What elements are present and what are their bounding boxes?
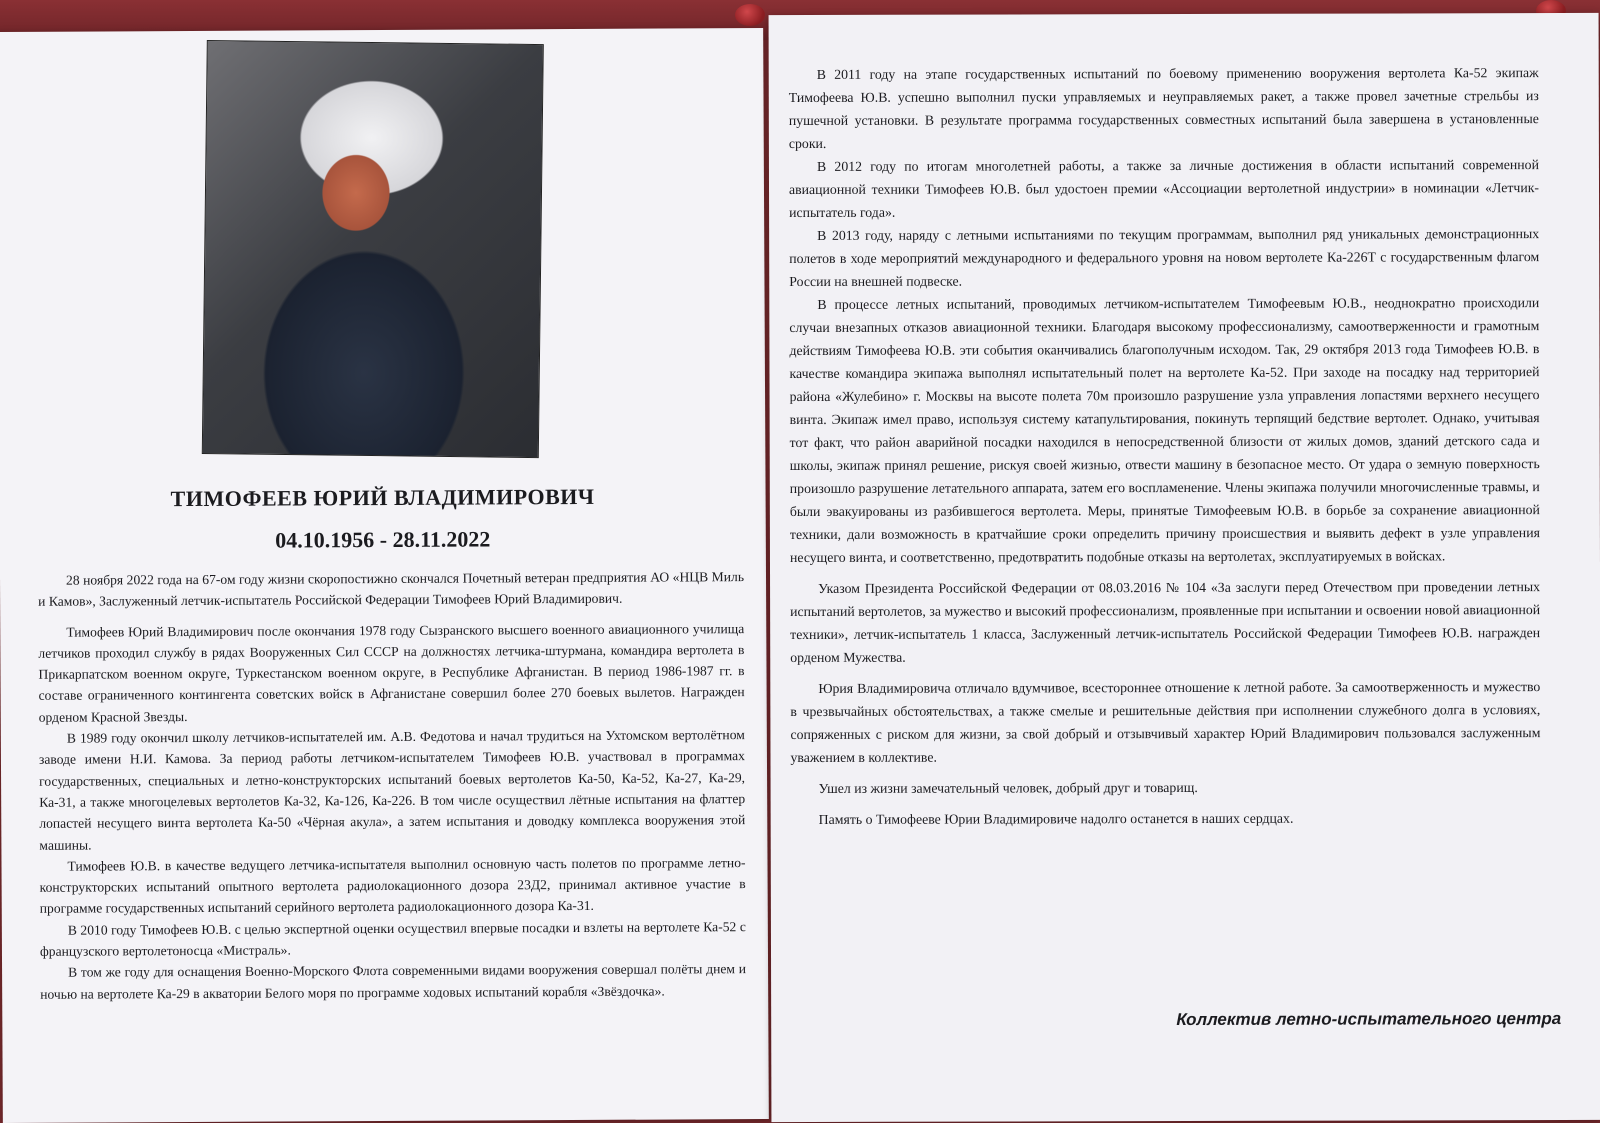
paragraph: В 2012 году по итогам многолетней работы, а также за личные достижения в области испытаний современной авиационной техники Тимофеев Ю.В. был удостоен премии «Ассоциации вертолетной индустрии» в номинации «Летчик-испытатель года». xyxy=(788,157,1540,221)
paragraph: Ушел из жизни замечательный человек, добрый друг и товарищ. xyxy=(818,779,1198,796)
obituary-text-left xyxy=(38,566,746,1005)
paragraph: 28 ноября 2022 года на 67-ом году жизни скоропостижно скончался Почетный ветеран предприятия АО «НЦВ Миль и Камов», Заслуженный летчик-испытатель Российской Федерации Тимофеев Юрий Владимирович. xyxy=(38,569,745,610)
paragraph: В 2011 году на этапе государственных испытаний по боевому применению вооружения вертолета Ка-52 экипаж Тимофеева Ю.В. успешно выполнил пуски управляемых и неуправляемых ракет, а также провел зачетные стрельбы из пушечной установки. В результате программа государственных совместных испытаний была завершена в установленные сроки. xyxy=(788,65,1539,152)
signature: Коллектив летно-испытательного центра xyxy=(1176,1009,1562,1030)
paragraph: Юрия Владимировича отличало вдумчивое, всестороннее отношение к летной работе. За самоотверженность и мужество в чрезвычайных обстоятельствах, а также смелые и решительные действия при исполнении служебного долга в условиях, сопряженных с риском для жизни, за свой добрый и отзывчивый характер Юрий Владимирович пользовался заслуженным уважением в коллективе. xyxy=(790,679,1541,766)
portrait-photo xyxy=(202,40,544,458)
paragraph: В том же году для оснащения Военно-Морского Флота современными видами вооружения совершал полёты днем и ночью на вертолете Ка-29 в акватории Белого моря по программе ходовых испытаний корабля «Звёздочка». xyxy=(40,961,747,1002)
paragraph: Память о Тимофееве Юрии Владимировиче надолго останется в наших сердцах. xyxy=(818,810,1294,827)
memorial-sheet-right xyxy=(769,13,1600,1122)
paragraph: Указом Президента Российской Федерации от 08.03.2016 № 104 «За заслуги перед Отечеством при проведении летных испытаний вертолетов, за мужество и высокий профессионализм, проявленные при испытании и освоении новой авиационной техники», летчик-испытатель 1 класса, Заслуженный летчик-испытатель Российской Федерации Тимофеев Ю.В. награжден орденом Мужества. xyxy=(790,579,1541,666)
person-name: ТИМОФЕЕВ ЮРИЙ ВЛАДИМИРОВИЧ xyxy=(170,483,595,512)
paragraph: Тимофеев Ю.В. в качестве ведущего летчика-испытателя выполнил основную часть полетов по программе летно-конструкторских испытаний опытного вертолета радиолокационного дозора 23Д2, принимал активное участие в программе государственных испытаний серийного вертолета радиолокационного дозора Ка-31. xyxy=(39,854,746,917)
paragraph: В 2013 году, наряду с летными испытаниями по текущим программам, выполнил ряд уникальных демонстрационных полетов в ходе мероприятий международного и федерального уровня на новом вертолете Ка-226Т с государственным флагом России на внешней подвеске. xyxy=(789,226,1540,290)
life-dates: 04.10.1956 - 28.11.2022 xyxy=(275,526,491,553)
paragraph: В 1989 году окончил школу летчиков-испытателей им. А.В. Федотова и начал трудиться на Ухтомском вертолётном заводе имени Н.И. Камова. За период работы летчиком-испытателем Тимофеев Ю.В. участвовал в программах государственных, специальных и летно-конструкторских испытаний боевых вертолетов Ка-50, Ка-52, Ка-27, Ка-29, Ка-31, а также многоцелевых вертолетов Ка-32, Ка-126, Ка-226. В том числе осуществил лётные испытания на флаттер лопастей несущего винта вертолета Ка-50 «Чёрная акула», а затем испытания и доводку комплекса вооружения этой машины. xyxy=(38,727,746,853)
memorial-sheet-left xyxy=(0,28,769,1123)
paragraph: Тимофеев Юрий Владимирович после окончания 1978 году Сызранского высшего военного авиационного училища летчиков проходил службу в рядах Вооруженных Сил СССР на должностях летчика-штурмана, командира вертолета в Прикарпатском военном округе, Туркестанском военном округе, в Республике Афганистан. В период 1986-1987 гг. в составе ограниченного контингента советских войск в Афганистане совершил более 270 боевых вылетов. Награжден орденом Красной Звезды. xyxy=(38,620,745,725)
paragraph: В процессе летных испытаний, проводимых летчиком-испытателем Тимофеевым Ю.В., неоднократно происходили случаи внезапных отказов авиационной техники. Благодаря высокому профессионализму, самоотверженности и грамотным действиям Тимофеева Ю.В. эти события оканчивались благополучным исходом. Так, 29 октября 2013 года Тимофеев Ю.В. в качестве командира экипажа выполнял испытательный полет на вертолете Ка-52. При заходе на посадку над территорией района «Жулебино» г. Москвы на высоте полета 70м произошло разрушение узла управления лопастями верхнего несущего винта. Экипаж имел право, используя систему катапультирования, покинуть терпящий бедствие вертолет. Однако, учитывая тот факт, что район аварийной посадки находился в непосредственной близости от жилых домов, зданий детского сада и школы, экипаж принял решение, рискуя своей жизнью, отвести машину в безопасное место. От удара о земную поверхность произошло разрушение летательного аппарата, затем его воспламенение. Члены экипажа получили многочисленные травмы, и были эвакуированы из разбившегося вертолета. Меры, принятые Тимофеевым Ю.В. в борьбе за сохранение авиационной техники, дали возможность в кратчайшие сроки определить причину происшествия и выявить дефект в узле управления несущего винта, и соответственно, предотвратить подобные отказы на вертолетах, эксплуатируемых в войсках. xyxy=(789,295,1540,566)
paragraph: В 2010 году Тимофеев Ю.В. с целью экспертной оценки осуществил впервые посадки и взлеты на вертолете Ка-52 с французского вертолетоносца «Мистраль». xyxy=(39,918,746,959)
pin-icon xyxy=(735,4,765,26)
obituary-text-right xyxy=(789,61,1541,831)
